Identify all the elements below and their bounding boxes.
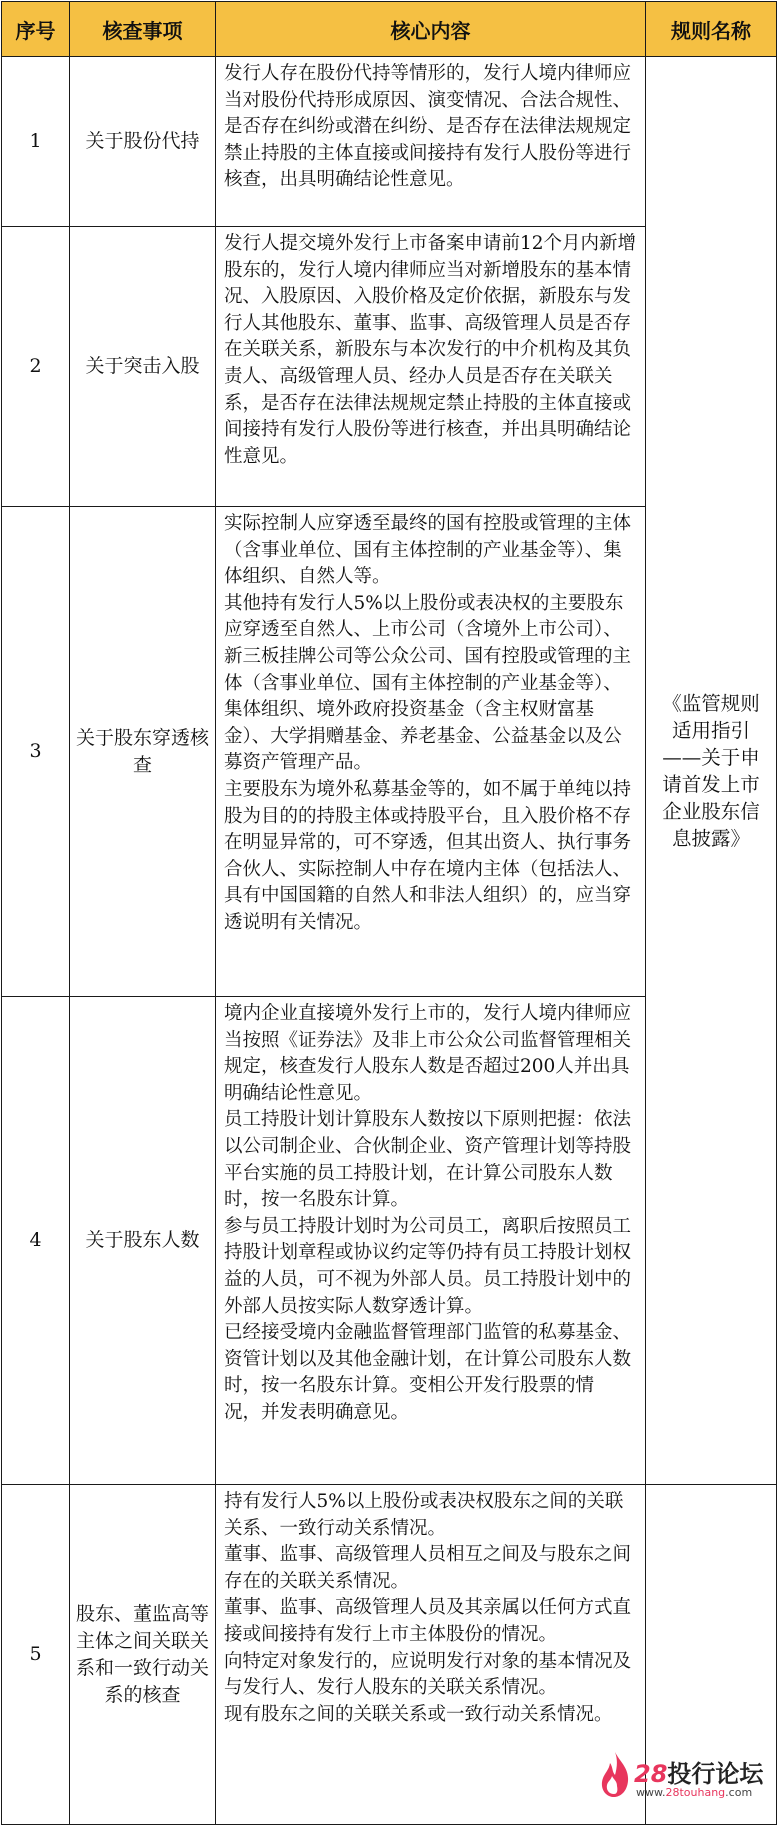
content-paragraph: 已经接受境内金融监督管理部门监管的私募基金、资管计划以及其他金融计划，在计算公司股东人数时，按一名股东计算。变相公开发行股票的情 — [224, 1322, 632, 1397]
check-item: 股东、董监高等主体之间关联关系和一致行动关系的核查 — [70, 1485, 216, 1825]
header-seq: 序号 — [2, 2, 70, 57]
content-paragraph: 员工持股计划计算股东人数按以下原则把握：依法以公司制企业、合伙制企业、资产管理计划等持股平台实施的员工持股计划，在计算公司股东人数时，按一名股东计算。 — [224, 1109, 632, 1211]
content-paragraph: 董事、监事、高级管理人员及其亲属以任何方式直接或间接持有发行上市主体股份的情况。 — [224, 1597, 632, 1645]
check-item: 关于股东人数 — [70, 997, 216, 1485]
content-paragraph: 参与员工持股计划时为公司员工，离职后按照员工持股计划章程或协议约定等仍持有员工持股计划权益的人员，可不视为外部人员。员工持股计划中的外部人员按实际人数穿透计算。 — [224, 1215, 632, 1317]
content-paragraph: 现有股东之间的关联关系或一致行动关系情况。 — [224, 1703, 613, 1725]
row-number: 5 — [2, 1485, 70, 1825]
content-paragraph: 实际控制人应穿透至最终的国有控股或管理的主体（含事业单位、国有主体控制的产业基金等）、集体组织、自然人等。 — [224, 513, 632, 588]
content-paragraph: 发行人提交境外发行上市备案申请前12个月内新增股东的，发行人境内律师应当对新增股东的基本情况、入股原因、入股价格及定价依据，新股东与发行人其他股东、董事、监事、高级管理人员是否存在关联关系，新股东与本次发行的中介机构及其负责人、高级管理人员、经办人员是否存在关联关系，是否存在法律法规规定禁止持股的主体直接或间接持有发行人股份等进行核查，并出具明确结论性意见。 — [224, 233, 637, 467]
url-host: 28touhang — [665, 1786, 726, 1799]
url-suffix: .com — [725, 1786, 753, 1799]
watermark-brand — [634, 1754, 763, 1789]
header-rule: 规则名称 — [646, 2, 777, 57]
core-content — [216, 1485, 646, 1825]
core-content — [216, 507, 646, 997]
url-prefix: www. — [636, 1786, 666, 1799]
content-paragraph: 其他持有发行人5%以上股份或表决权的主要股东应穿透至自然人、上市公司（含境外上市公司）、新三板挂牌公司等公众公司、国有控股或管理的主体（含事业单位、国有主体控制的产业基金等）、集体组织、境外政府投资基金（含主权财富基金）、大学捐赠基金、养老基金、公益基金以及公募资产管理产品。 — [224, 592, 632, 774]
content-paragraph: 向特定对象发行的，应说明发行对象的基本情况及与发行人、发行人股东的关联关系情况。 — [224, 1650, 632, 1699]
rule-name: 《监管规则适用指引——关于申请首发上市企业股东信息披露》 — [646, 57, 777, 1485]
disclosure-table — [1, 1, 777, 1825]
row-number: 3 — [2, 507, 70, 997]
check-item: 关于股东穿透核查 — [70, 507, 216, 997]
core-content — [216, 227, 646, 507]
content-paragraph: 主要股东为境外私募基金等的，如不属于单纯以持股为目的的持股主体或持股平台，且入股价格不存在明显异常的，可不穿透，但其出资人、执行事务合伙人、实际控制人中存在境内主体（包括法人、具有中国国籍的自然人和非法人组织）的，应当穿透说明有关情况。 — [224, 778, 632, 933]
row-number: 2 — [2, 227, 70, 507]
content-paragraph: 发行人存在股份代持等情形的，发行人境内律师应当对股份代持形成原因、演变情况、合法合规性、是否存在纠纷或潜在纠纷、是否存在法律法规规定禁止持股的主体直接或间接持有发行人股份等进行核查，出具明确结论性意见。 — [224, 63, 632, 191]
row-number: 4 — [2, 997, 70, 1485]
content-paragraph: 董事、监事、高级管理人员相互之间及与股东之间存在的关联关系情况。 — [224, 1544, 632, 1592]
content-paragraph: 境内企业直接境外发行上市的，发行人境内律师应当按照《证券法》及非上市公众公司监督管理相关规定，核查发行人股东人数是否超过200人并出具明确结论性意见。 — [224, 1003, 632, 1104]
header-item: 核查事项 — [70, 2, 216, 57]
content-paragraph: 持有发行人5%以上股份或表决权股东之间的关联关系、一致行动关系情况。 — [224, 1491, 624, 1539]
core-content — [216, 997, 646, 1485]
content-paragraph: 况，并发表明确意见。 — [224, 1401, 410, 1423]
table-row — [2, 57, 777, 227]
header-row — [2, 2, 777, 57]
flame-logo-icon — [598, 1750, 632, 1798]
row-number: 1 — [2, 57, 70, 227]
header-content: 核心内容 — [216, 2, 646, 57]
core-content — [216, 57, 646, 227]
watermark-number: 28 — [634, 1760, 668, 1788]
watermark-url — [636, 1786, 752, 1799]
watermark-name: 投行论坛 — [667, 1760, 764, 1788]
check-item: 关于突击入股 — [70, 227, 216, 507]
check-item: 关于股份代持 — [70, 57, 216, 227]
